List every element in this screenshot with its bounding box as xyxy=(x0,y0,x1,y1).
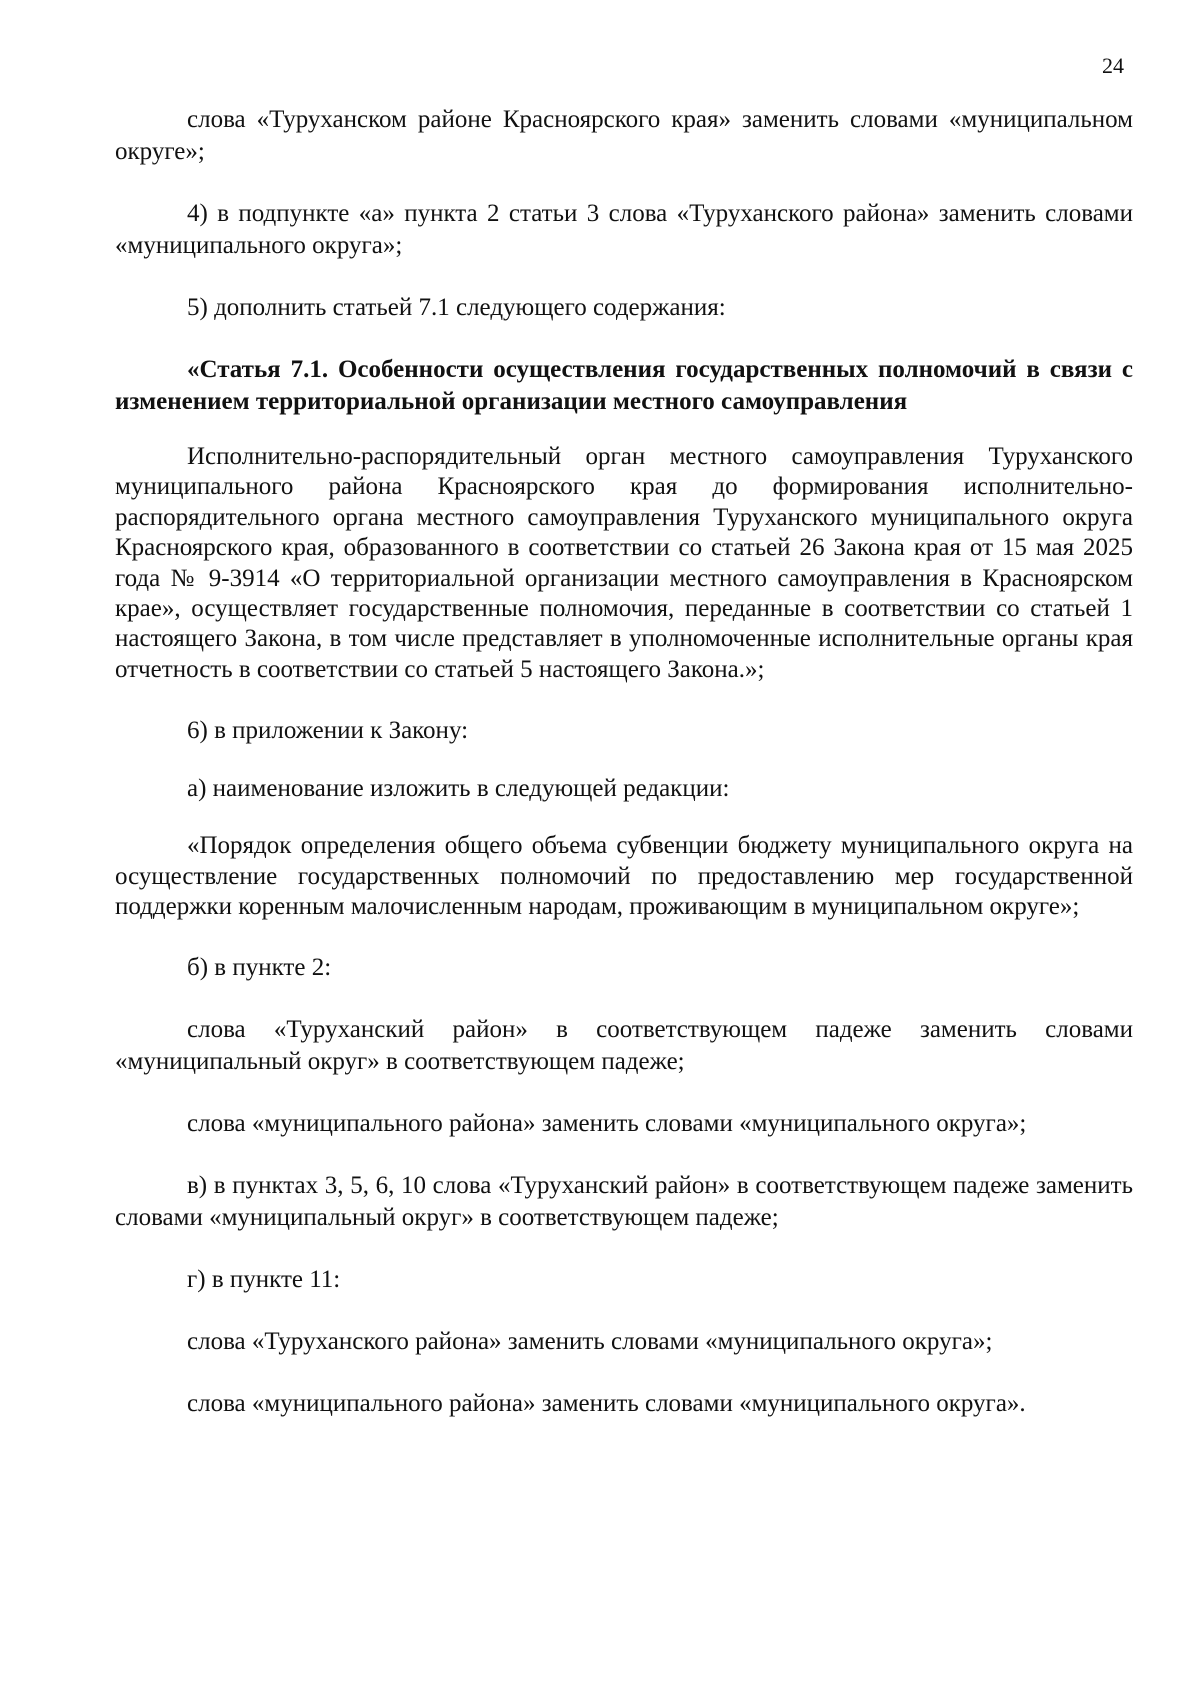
paragraph-final-replacement: слова «муниципального района» заменить словами «муниципального округа». xyxy=(187,1390,1026,1418)
page-number: 24 xyxy=(1102,53,1124,78)
paragraph-subitem-g: г) в пункте 11: xyxy=(187,1266,341,1294)
article-7-1-heading: «Статья 7.1. Особенности осуществления государственных полномочий в связи с изменением территориальной организации местного самоуправления xyxy=(115,356,1133,415)
paragraph-new-title: «Порядок определения общего объема субвенции бюджету муниципального округа на осуществление государственных полномочий по предоставлению мер государственной поддержки коренным малочисленным народам, проживающим в муниципальном округе»; xyxy=(115,832,1133,921)
paragraph-replace-turukhansk-region: слова «Туруханском районе Красноярского края» заменить словами «муниципальном округе»; xyxy=(115,106,1133,165)
paragraph-subitem-v: в) в пунктах 3, 5, 6, 10 слова «Туруханский район» в соответствующем падеже заменить словами «муниципальный округ» в соответствующем падеже; xyxy=(115,1172,1133,1232)
paragraph-subitem-a: а) наименование изложить в следующей редакции: xyxy=(187,775,730,803)
paragraph-replace-turukhansk-district: слова «Туруханского района» заменить словами «муниципального округа»; xyxy=(187,1328,993,1356)
paragraph-item-4: 4) в подпункте «а» пункта 2 статьи 3 слова «Туруханского района» заменить словами «муниципального округа»; xyxy=(115,200,1133,259)
paragraph-replace-municipal-district: слова «муниципального района» заменить словами «муниципального округа»; xyxy=(187,1110,1027,1138)
paragraph-item-6: 6) в приложении к Закону: xyxy=(187,717,469,745)
paragraph-replace-district-case: слова «Туруханский район» в соответствующем падеже заменить словами «муниципальный округ» в соответствующем падеже; xyxy=(115,1016,1133,1076)
document-body xyxy=(115,104,1133,1450)
paragraph-item-5: 5) дополнить статьей 7.1 следующего содержания: xyxy=(187,294,726,321)
paragraph-subitem-b: б) в пункте 2: xyxy=(187,954,332,982)
article-7-1-text: Исполнительно-распорядительный орган местного самоуправления Туруханского муниципального района Красноярского края до формирования исполнительно-распорядительного органа местного самоуправления Туруханского муниципального округа Красноярского края, образованного в соответствии со статьей 26 Закона края от 15 мая 2025 года № 9-3914 «О территориальной организации местного самоуправления в Красноярском крае», осуществляет государственные полномочия, переданные в соответствии со статьей 1 настоящего Закона, в том числе представляет в уполномоченные исполнительные органы края отчетность в соответствии со статьей 5 настоящего Закона.»; xyxy=(115,443,1133,683)
